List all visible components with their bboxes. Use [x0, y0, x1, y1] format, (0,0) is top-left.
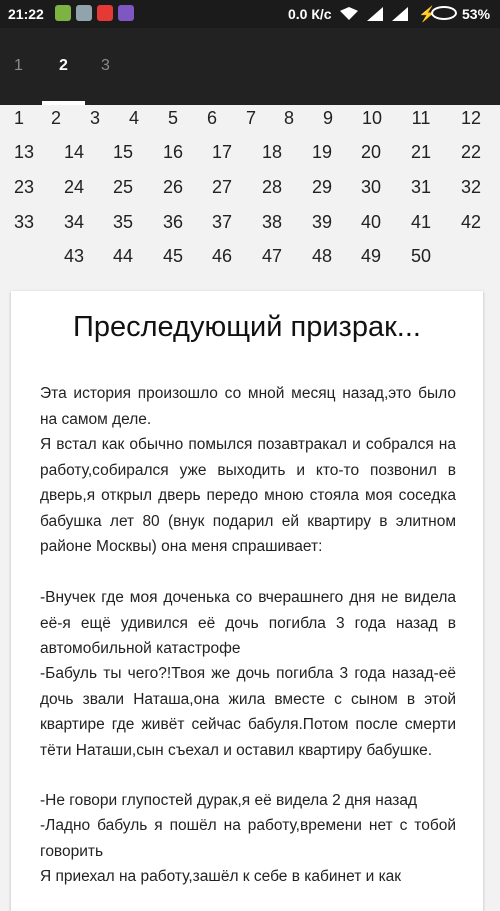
story-paragraph: -Ладно бабуль я пошёл на работу,времени нет с тобой говорить: [40, 817, 456, 860]
page-number-link[interactable]: 32: [460, 177, 482, 197]
page-number-link[interactable]: 2: [50, 108, 61, 128]
page-number-link[interactable]: 7: [245, 108, 256, 128]
page-number-link[interactable]: 29: [311, 177, 333, 197]
page-number-link[interactable]: 43: [63, 246, 85, 266]
page-number-link[interactable]: 4: [128, 108, 139, 128]
page-number-link[interactable]: 46: [211, 246, 233, 266]
page-number-link[interactable]: 38: [261, 212, 283, 232]
battery-percent: 53%: [462, 6, 491, 22]
page-number-link[interactable]: 45: [162, 246, 184, 266]
wifi-icon: [340, 7, 358, 20]
story-paragraph: -Не говори глупостей дурак,я её видела 2 дня назад: [40, 792, 418, 809]
viber-icon: [118, 5, 134, 21]
page-number-link[interactable]: 49: [360, 246, 382, 266]
page-number-link[interactable]: 22: [460, 142, 482, 162]
tab-bar: [0, 28, 500, 105]
story-card: [11, 291, 483, 911]
page-number-link[interactable]: 40: [360, 212, 382, 232]
page-number-link[interactable]: 6: [206, 108, 217, 128]
story-paragraph: -Внучек где моя доченька со вчерашнего дня не видела её-я ещё удивился её дочь погибла 3 года назад в автомобильной катастрофе: [40, 589, 456, 657]
mail-app-icon: [97, 5, 113, 21]
bookmark-app-icon: [76, 5, 92, 21]
page-number-link[interactable]: 42: [460, 212, 482, 232]
page-number-link[interactable]: 19: [311, 142, 333, 162]
status-time: 21:22: [8, 6, 44, 22]
page-number-link[interactable]: 33: [13, 212, 35, 232]
story-title: Преследующий призрак...: [73, 311, 421, 343]
page-number-link[interactable]: 17: [211, 142, 233, 162]
status-bar: [0, 0, 500, 28]
page-number-link[interactable]: 34: [63, 212, 85, 232]
page-number-link[interactable]: 36: [162, 212, 184, 232]
page-number-link[interactable]: 14: [63, 142, 85, 162]
network-speed: 0.0 К/с: [288, 6, 332, 22]
page-number-link[interactable]: 13: [13, 142, 35, 162]
page-number-link[interactable]: 16: [162, 142, 184, 162]
page-number-link[interactable]: 41: [410, 212, 432, 232]
page-number-link[interactable]: 10: [361, 108, 383, 128]
page-number-link[interactable]: 25: [112, 177, 134, 197]
page-number-link[interactable]: 27: [211, 177, 233, 197]
page-number-link[interactable]: 48: [311, 246, 333, 266]
story-paragraph: Я встал как обычно помылся позавтракал и собрался на работу,собирался уже выходить и кто-то позвонил в дверь,я открыл дверь передо мною стояла моя соседка бабушка лет 80 (внук подарил ей квартиру в элитном районе Москвы) она меня спрашивает:: [40, 436, 456, 555]
page-number-link[interactable]: 31: [410, 177, 432, 197]
tab-1[interactable]: 1: [14, 57, 23, 74]
page-number-link[interactable]: 26: [162, 177, 184, 197]
page-number-link[interactable]: 24: [63, 177, 85, 197]
story-paragraph: -Бабуль ты чего?!Твоя же дочь погибла 3 года назад-её дочь звали Наташа,она жила вместе с сыном в этой квартире где живёт сейчас бабуля.Потом после смерти тёти Наташи,сын съехал и оставил квартиру бабушке.: [40, 665, 456, 759]
page-number-link[interactable]: 3: [89, 108, 100, 128]
page-number-link[interactable]: 28: [261, 177, 283, 197]
page-number-link[interactable]: 47: [261, 246, 283, 266]
page-number-link[interactable]: 20: [360, 142, 382, 162]
page-number-link[interactable]: 8: [283, 108, 294, 128]
page-number-link[interactable]: 50: [410, 246, 432, 266]
page-number-link[interactable]: 37: [211, 212, 233, 232]
page-number-link[interactable]: 23: [13, 177, 35, 197]
page-number-link[interactable]: 12: [460, 108, 482, 128]
page-number-link[interactable]: 9: [322, 108, 333, 128]
android-app-icon: [55, 5, 71, 21]
signal-icon: [367, 7, 383, 21]
page-number-link[interactable]: 30: [360, 177, 382, 197]
tab-2[interactable]: 2: [59, 57, 68, 74]
page-number-link[interactable]: 15: [112, 142, 134, 162]
charging-icon: ⚡: [418, 6, 437, 23]
battery-icon: [431, 6, 457, 20]
page-number-link[interactable]: 18: [261, 142, 283, 162]
story-paragraph: Эта история произошло со мной месяц назад,это было на самом деле.: [40, 385, 456, 428]
page-number-link[interactable]: 5: [167, 108, 178, 128]
page-number-link[interactable]: 35: [112, 212, 134, 232]
page-number-link[interactable]: 21: [410, 142, 432, 162]
page-number-link[interactable]: 39: [311, 212, 333, 232]
page-number-grid: [0, 105, 500, 280]
story-paragraph: Я приехал на работу,зашёл к себе в кабинет и как: [40, 868, 402, 885]
tab-3[interactable]: 3: [101, 57, 110, 74]
page-number-link[interactable]: 44: [112, 246, 134, 266]
page-number-link[interactable]: 11: [411, 108, 431, 128]
page-number-link[interactable]: 1: [13, 108, 24, 128]
signal-icon: [392, 7, 408, 21]
